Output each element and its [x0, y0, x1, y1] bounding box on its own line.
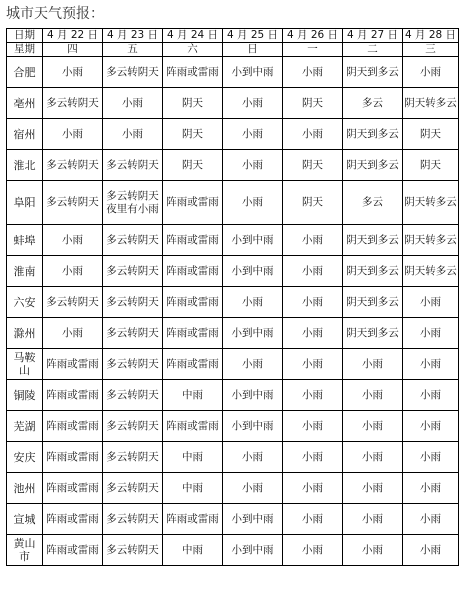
forecast-text: 小雨 — [242, 127, 263, 140]
city-name-cell — [7, 504, 43, 535]
city-name: 池州 — [13, 481, 36, 495]
forecast-text: 多云转阴天 — [46, 158, 99, 171]
forecast-cell — [103, 256, 163, 287]
forecast-cell — [343, 150, 403, 181]
forecast-text: 阴天到多云 — [346, 65, 399, 78]
forecast-text: 小雨 — [242, 196, 263, 208]
forecast-cell — [43, 287, 103, 318]
table-row — [7, 256, 459, 287]
forecast-text: 小雨 — [242, 450, 263, 463]
city-name: 淮南 — [13, 264, 36, 278]
forecast-text: 多云转阴天 — [106, 295, 159, 308]
forecast-text: 小雨 — [302, 127, 323, 140]
forecast-cell — [223, 88, 283, 119]
date-header-cell: 4 月 26 日 — [283, 29, 343, 43]
forecast-text: 阴天到多云 — [346, 264, 399, 277]
forecast-text: 阵雨或雷雨 — [46, 543, 99, 556]
forecast-text: 小雨 — [62, 65, 83, 78]
forecast-text: 阴天 — [182, 96, 203, 109]
forecast-cell — [103, 411, 163, 442]
forecast-text: 小雨 — [62, 264, 83, 277]
table-row — [7, 504, 459, 535]
forecast-cell — [223, 150, 283, 181]
forecast-text: 小到中雨 — [231, 512, 274, 525]
forecast-text: 小雨 — [242, 481, 263, 494]
city-name: 马鞍山 — [13, 351, 36, 377]
forecast-cell — [283, 442, 343, 473]
city-name: 亳州 — [13, 96, 36, 110]
forecast-text: 中雨 — [182, 481, 203, 494]
weekday-header-row — [7, 43, 459, 57]
forecast-cell — [103, 88, 163, 119]
table-row — [7, 535, 459, 566]
forecast-text: 中雨 — [182, 388, 203, 401]
date-header-cell: 4 月 22 日 — [43, 29, 103, 43]
forecast-text: 小雨 — [302, 264, 323, 277]
city-name: 淮北 — [13, 158, 36, 172]
forecast-text: 小雨 — [242, 357, 263, 370]
forecast-text: 多云转阴天 — [46, 96, 99, 109]
forecast-text: 小雨 — [420, 543, 441, 556]
forecast-cell — [343, 504, 403, 535]
weekday-header-cell: 六 — [163, 43, 223, 57]
city-name-cell — [7, 442, 43, 473]
forecast-cell — [283, 88, 343, 119]
forecast-cell — [403, 473, 459, 504]
city-name: 黄山市 — [13, 537, 36, 563]
forecast-text: 小雨 — [420, 419, 441, 432]
forecast-body — [7, 57, 459, 566]
forecast-text: 小雨 — [420, 512, 441, 525]
forecast-cell — [223, 349, 283, 380]
forecast-text: 阴天 — [420, 158, 441, 171]
forecast-text: 小到中雨 — [231, 388, 274, 401]
forecast-cell — [223, 442, 283, 473]
forecast-cell — [103, 380, 163, 411]
forecast-cell — [343, 318, 403, 349]
forecast-text: 小雨 — [302, 233, 323, 246]
forecast-cell — [103, 349, 163, 380]
forecast-text: 中雨 — [182, 450, 203, 463]
forecast-text: 阵雨或雷雨 — [166, 196, 219, 208]
forecast-text: 小雨 — [420, 326, 441, 339]
table-row — [7, 119, 459, 150]
forecast-cell — [103, 442, 163, 473]
forecast-cell — [43, 318, 103, 349]
forecast-text: 阵雨或雷雨 — [46, 450, 99, 463]
forecast-text: 阴天转多云 — [404, 233, 457, 246]
forecast-cell — [223, 256, 283, 287]
forecast-text: 小雨 — [362, 543, 383, 556]
city-name-cell — [7, 535, 43, 566]
forecast-text: 阵雨或雷雨 — [166, 326, 219, 339]
date-header-cell: 4 月 27 日 — [343, 29, 403, 43]
forecast-cell — [163, 150, 223, 181]
table-row — [7, 57, 459, 88]
forecast-text: 小雨 — [302, 295, 323, 308]
forecast-cell — [103, 150, 163, 181]
forecast-text: 小雨 — [242, 158, 263, 171]
forecast-cell — [403, 535, 459, 566]
forecast-cell — [103, 535, 163, 566]
city-name: 铜陵 — [13, 388, 36, 402]
forecast-text: 多云转阴天 — [106, 264, 159, 277]
forecast-cell — [43, 88, 103, 119]
table-row — [7, 442, 459, 473]
forecast-cell — [163, 380, 223, 411]
forecast-cell — [43, 442, 103, 473]
forecast-text: 小雨 — [62, 233, 83, 246]
forecast-text: 小雨 — [242, 295, 263, 308]
forecast-cell — [103, 225, 163, 256]
table-row — [7, 181, 459, 225]
forecast-text: 阵雨或雷雨 — [166, 233, 219, 246]
date-header-cell: 4 月 25 日 — [223, 29, 283, 43]
forecast-text: 小雨 — [420, 295, 441, 308]
city-name-cell — [7, 411, 43, 442]
forecast-cell — [223, 119, 283, 150]
forecast-text: 阴天转多云 — [404, 96, 457, 109]
city-name: 安庆 — [13, 450, 36, 464]
city-name-cell — [7, 57, 43, 88]
forecast-text: 小到中雨 — [231, 419, 274, 432]
forecast-cell — [403, 256, 459, 287]
forecast-text: 小雨 — [420, 388, 441, 401]
forecast-cell — [223, 57, 283, 88]
forecast-cell — [163, 256, 223, 287]
forecast-text: 阵雨或雷雨 — [166, 357, 219, 370]
forecast-text: 阴天到多云 — [346, 158, 399, 171]
forecast-text: 小雨 — [302, 419, 323, 432]
weekday-header-cell: 二 — [343, 43, 403, 57]
forecast-cell — [343, 57, 403, 88]
table-row — [7, 150, 459, 181]
table-row — [7, 88, 459, 119]
forecast-text: 小雨 — [420, 357, 441, 370]
forecast-text: 多云转阴天 — [106, 357, 159, 370]
city-name-cell — [7, 318, 43, 349]
city-name: 阜阳 — [13, 196, 36, 209]
forecast-text: 小到中雨 — [231, 326, 274, 339]
forecast-cell — [163, 287, 223, 318]
date-row-label: 日期 — [7, 29, 43, 43]
weekday-header-cell: 四 — [43, 43, 103, 57]
date-header-cell: 4 月 28 日 — [403, 29, 459, 43]
city-name: 芜湖 — [13, 419, 36, 433]
forecast-cell — [103, 318, 163, 349]
forecast-cell — [103, 181, 163, 225]
forecast-text: 多云转阴天 — [106, 543, 159, 556]
date-header-row — [7, 29, 459, 43]
forecast-cell — [403, 411, 459, 442]
forecast-text: 阴天 — [302, 158, 323, 171]
forecast-cell — [163, 411, 223, 442]
forecast-text: 阵雨或雷雨 — [166, 419, 219, 432]
forecast-text: 多云转阴天 — [106, 65, 159, 78]
forecast-cell — [283, 380, 343, 411]
forecast-text: 多云转阴天 — [106, 481, 159, 494]
forecast-text: 小雨 — [122, 96, 143, 109]
forecast-text: 小雨 — [302, 543, 323, 556]
forecast-cell — [43, 256, 103, 287]
forecast-text: 小到中雨 — [231, 264, 274, 277]
forecast-cell — [343, 349, 403, 380]
forecast-cell — [283, 119, 343, 150]
forecast-cell — [283, 504, 343, 535]
forecast-cell — [403, 442, 459, 473]
forecast-cell — [163, 88, 223, 119]
weekday-header-cell: 五 — [103, 43, 163, 57]
forecast-text: 小雨 — [420, 450, 441, 463]
forecast-text: 多云转阴天 — [106, 512, 159, 525]
forecast-cell — [163, 442, 223, 473]
forecast-text: 中雨 — [182, 543, 203, 556]
forecast-cell — [223, 181, 283, 225]
forecast-cell — [223, 318, 283, 349]
forecast-text: 小到中雨 — [231, 65, 274, 78]
forecast-cell — [43, 504, 103, 535]
forecast-cell — [403, 349, 459, 380]
forecast-cell — [103, 287, 163, 318]
forecast-cell — [223, 225, 283, 256]
forecast-text: 阵雨或雷雨 — [46, 481, 99, 494]
forecast-text: 小雨 — [302, 512, 323, 525]
forecast-text: 阴天到多云 — [346, 295, 399, 308]
forecast-cell — [223, 380, 283, 411]
forecast-cell — [283, 473, 343, 504]
forecast-cell — [343, 411, 403, 442]
forecast-cell — [343, 225, 403, 256]
forecast-cell — [343, 535, 403, 566]
forecast-cell — [283, 57, 343, 88]
forecast-text: 阴天 — [420, 127, 441, 140]
forecast-cell — [223, 535, 283, 566]
city-name-cell — [7, 119, 43, 150]
forecast-text: 多云转阴天 — [106, 326, 159, 339]
city-name-cell — [7, 473, 43, 504]
forecast-cell — [43, 57, 103, 88]
forecast-cell — [103, 473, 163, 504]
forecast-text: 多云转阴天 — [106, 419, 159, 432]
forecast-cell — [283, 225, 343, 256]
forecast-cell — [283, 150, 343, 181]
city-name-cell — [7, 380, 43, 411]
city-name-cell — [7, 287, 43, 318]
forecast-cell — [43, 380, 103, 411]
forecast-text: 小雨 — [302, 357, 323, 370]
city-name: 六安 — [13, 295, 36, 309]
forecast-cell — [283, 181, 343, 225]
forecast-cell — [403, 380, 459, 411]
forecast-text: 阵雨或雷雨 — [166, 65, 219, 78]
forecast-cell — [163, 473, 223, 504]
forecast-cell — [223, 504, 283, 535]
forecast-cell — [283, 287, 343, 318]
forecast-cell — [163, 225, 223, 256]
forecast-text: 小雨 — [420, 65, 441, 78]
forecast-text: 小雨 — [302, 326, 323, 339]
date-header-cell: 4 月 23 日 — [103, 29, 163, 43]
forecast-cell — [403, 504, 459, 535]
forecast-text: 小雨 — [302, 388, 323, 401]
forecast-cell — [403, 88, 459, 119]
forecast-text: 小雨 — [122, 127, 143, 140]
table-row — [7, 318, 459, 349]
forecast-text: 多云 — [362, 196, 383, 208]
forecast-text: 小雨 — [242, 96, 263, 109]
city-name: 宿州 — [13, 127, 36, 141]
weekday-header-cell: 三 — [403, 43, 459, 57]
city-name-cell — [7, 150, 43, 181]
forecast-text: 小雨 — [362, 481, 383, 494]
forecast-cell — [403, 225, 459, 256]
city-name: 滁州 — [13, 326, 36, 340]
forecast-cell — [343, 442, 403, 473]
forecast-cell — [43, 225, 103, 256]
forecast-text: 小雨 — [362, 357, 383, 370]
forecast-text: 多云转阴天 — [106, 158, 159, 171]
weekday-header-cell: 日 — [223, 43, 283, 57]
forecast-cell — [223, 411, 283, 442]
forecast-text: 阴天到多云 — [346, 326, 399, 339]
forecast-text: 小雨 — [302, 65, 323, 78]
forecast-cell — [163, 181, 223, 225]
forecast-cell — [223, 287, 283, 318]
forecast-cell — [163, 318, 223, 349]
forecast-cell — [343, 119, 403, 150]
forecast-text: 多云转阴天 — [106, 450, 159, 463]
forecast-cell — [403, 287, 459, 318]
forecast-cell — [343, 181, 403, 225]
forecast-cell — [343, 473, 403, 504]
city-name-cell — [7, 225, 43, 256]
forecast-cell — [163, 119, 223, 150]
forecast-text: 多云转阴天 — [46, 295, 99, 308]
forecast-text: 阵雨或雷雨 — [46, 512, 99, 525]
city-name-cell — [7, 88, 43, 119]
forecast-cell — [283, 349, 343, 380]
forecast-text: 阵雨或雷雨 — [166, 295, 219, 308]
forecast-cell — [403, 181, 459, 225]
forecast-cell — [103, 504, 163, 535]
forecast-text: 小雨 — [302, 450, 323, 463]
forecast-cell — [343, 287, 403, 318]
forecast-text: 小雨 — [362, 450, 383, 463]
forecast-cell — [163, 535, 223, 566]
forecast-text: 多云转阴天 — [106, 233, 159, 246]
forecast-text: 多云 — [362, 96, 383, 109]
forecast-text: 小雨 — [362, 388, 383, 401]
forecast-text: 小雨 — [62, 127, 83, 140]
table-row — [7, 380, 459, 411]
table-row — [7, 225, 459, 256]
forecast-text: 阴天 — [302, 96, 323, 109]
city-name: 宣城 — [13, 512, 36, 526]
forecast-cell — [163, 349, 223, 380]
forecast-text: 阴天 — [182, 127, 203, 140]
city-name-cell — [7, 349, 43, 380]
forecast-text: 阵雨或雷雨 — [46, 388, 99, 401]
forecast-cell — [403, 150, 459, 181]
table-row — [7, 411, 459, 442]
table-row — [7, 473, 459, 504]
forecast-cell — [43, 150, 103, 181]
forecast-cell — [103, 119, 163, 150]
forecast-text: 小雨 — [302, 481, 323, 494]
forecast-text: 小雨 — [62, 326, 83, 339]
forecast-text: 阴天到多云 — [346, 233, 399, 246]
date-header-cell: 4 月 24 日 — [163, 29, 223, 43]
forecast-cell — [163, 504, 223, 535]
forecast-table — [6, 28, 459, 566]
forecast-text: 小雨 — [362, 419, 383, 432]
forecast-text: 阴天 — [182, 158, 203, 171]
weekday-row-label: 星期 — [7, 43, 43, 57]
forecast-text: 阵雨或雷雨 — [46, 419, 99, 432]
city-name-cell — [7, 256, 43, 287]
forecast-cell — [103, 57, 163, 88]
forecast-cell — [403, 119, 459, 150]
forecast-text: 小雨 — [362, 512, 383, 525]
forecast-cell — [43, 181, 103, 225]
forecast-cell — [43, 411, 103, 442]
forecast-text: 阵雨或雷雨 — [166, 264, 219, 277]
forecast-text: 小雨 — [420, 481, 441, 494]
table-row — [7, 287, 459, 318]
forecast-cell — [43, 473, 103, 504]
forecast-cell — [343, 88, 403, 119]
forecast-text: 多云转阴天 — [106, 388, 159, 401]
forecast-text: 小到中雨 — [231, 233, 274, 246]
table-row — [7, 349, 459, 380]
forecast-cell — [283, 318, 343, 349]
forecast-text: 阵雨或雷雨 — [166, 512, 219, 525]
forecast-cell — [343, 380, 403, 411]
forecast-text: 小到中雨 — [231, 543, 274, 556]
forecast-text: 多云转阴天 — [46, 196, 99, 208]
forecast-cell — [283, 411, 343, 442]
forecast-text: 阴天转多云 — [404, 196, 457, 208]
city-name: 蚌埠 — [13, 233, 36, 247]
page-title: 城市天气预报： — [6, 6, 104, 22]
forecast-cell — [43, 535, 103, 566]
forecast-cell — [283, 256, 343, 287]
forecast-text: 多云转阴天夜里有小雨 — [106, 189, 159, 215]
city-name: 合肥 — [13, 65, 36, 79]
forecast-text: 阴天转多云 — [404, 264, 457, 277]
forecast-cell — [343, 256, 403, 287]
forecast-cell — [43, 349, 103, 380]
city-name-cell — [7, 181, 43, 225]
forecast-cell — [43, 119, 103, 150]
weekday-header-cell: 一 — [283, 43, 343, 57]
forecast-text: 阵雨或雷雨 — [46, 357, 99, 370]
forecast-cell — [403, 318, 459, 349]
forecast-cell — [403, 57, 459, 88]
forecast-text: 阴天到多云 — [346, 127, 399, 140]
forecast-cell — [163, 57, 223, 88]
forecast-cell — [283, 535, 343, 566]
forecast-text: 阴天 — [302, 196, 323, 208]
forecast-cell — [223, 473, 283, 504]
